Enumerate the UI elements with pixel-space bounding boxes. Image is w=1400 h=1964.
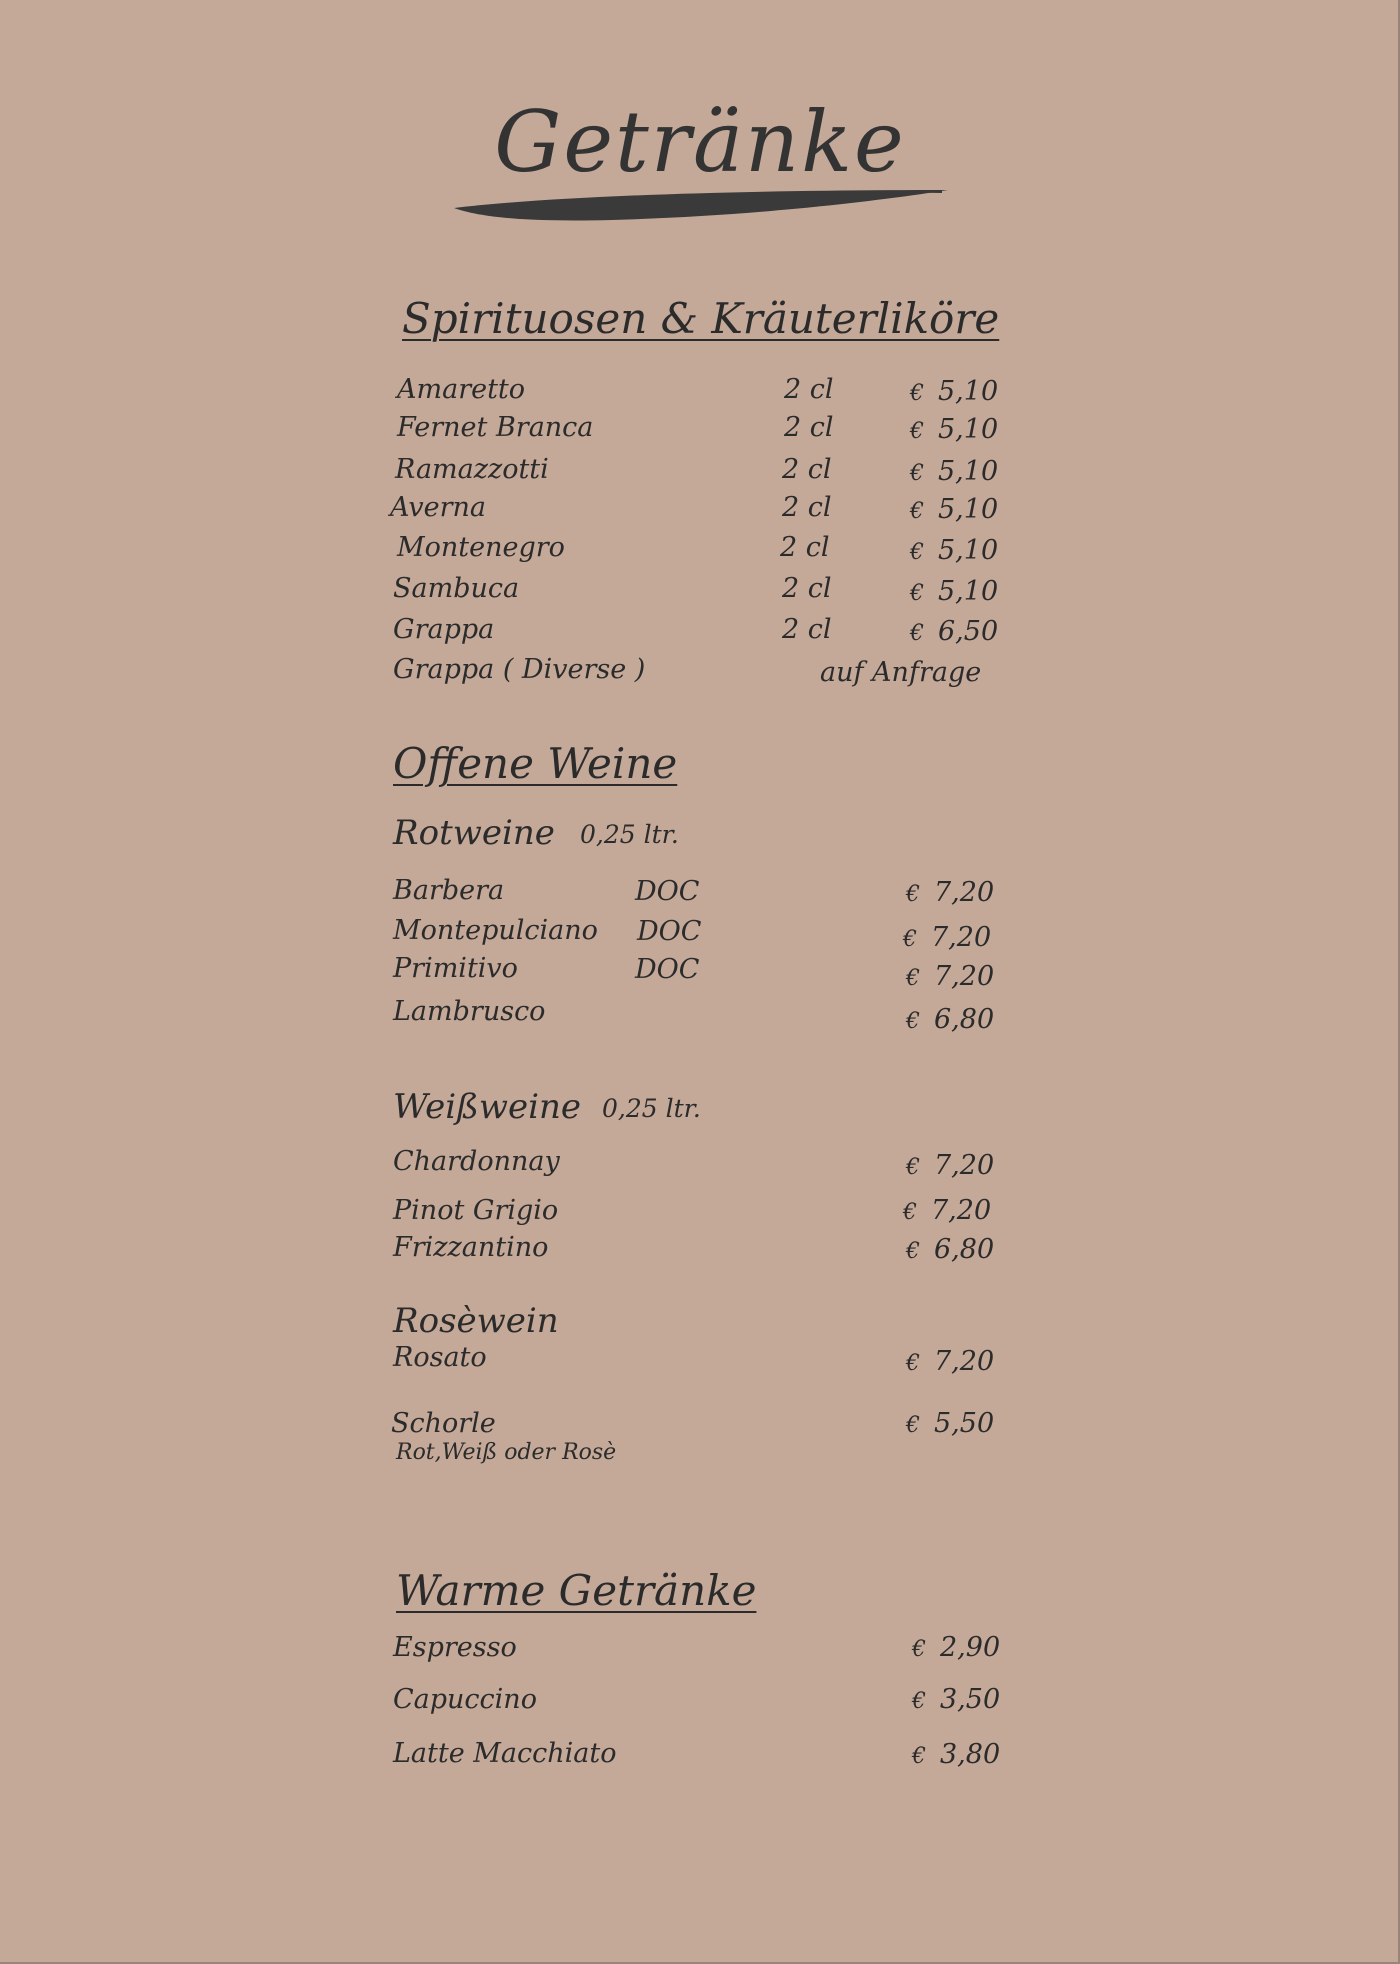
item-price [906,963,994,990]
item-price [903,1197,991,1224]
price-value: 7,20 [934,877,995,908]
price-value: 7,20 [934,1346,995,1377]
price-value: 3,50 [940,1684,1001,1715]
item-name: Primitivo [393,953,518,984]
item-price [910,496,998,523]
item-price [910,537,998,564]
item-name: Capuccino [393,1684,537,1715]
euro-sign: € [910,581,924,606]
euro-sign: € [906,1351,920,1376]
euro-sign: € [910,621,924,646]
item-price [910,618,998,645]
item-tag: DOC [635,876,700,907]
price-value: 5,10 [938,376,999,407]
item-size: 2 cl [782,614,832,645]
euro-sign: € [910,419,924,444]
section-heading-open-wines: Offene Weine [393,739,678,788]
item-price [912,1686,1000,1713]
euro-sign: € [910,499,924,524]
price-value: 2,90 [940,1632,1001,1663]
item-price [906,879,994,906]
euro-sign: € [912,1744,926,1769]
item-name: Fernet Branca [397,412,594,443]
item-price [906,1152,994,1179]
euro-sign: € [906,966,920,991]
euro-sign: € [910,540,924,565]
item-name: Amaretto [397,374,526,405]
item-price [912,1634,1000,1661]
item-name: Espresso [393,1632,517,1663]
euro-sign: € [906,1155,920,1180]
euro-sign: € [906,1239,920,1264]
item-price [906,1006,994,1033]
item-name: Chardonnay [393,1146,560,1177]
item-price [910,458,998,485]
euro-sign: € [906,882,920,907]
item-note: auf Anfrage [820,657,982,688]
item-size: 2 cl [782,492,832,523]
price-value: 6,50 [938,616,999,647]
item-name: Averna [390,492,487,523]
volume-label: 0,25 ltr. [580,820,679,849]
price-value: 5,10 [938,456,999,487]
price-value: 6,80 [934,1004,995,1035]
subsection-heading-red: Rotweine [393,813,555,853]
subsection-heading-white: Weißweine [393,1087,581,1127]
item-name: Barbera [393,875,505,906]
item-price [906,1236,994,1263]
euro-sign: € [903,1200,917,1225]
price-value: 5,10 [938,535,999,566]
volume-label: 0,25 ltr. [602,1094,701,1123]
subsection-heading-rose: Rosèwein [393,1301,559,1341]
item-name: Frizzantino [393,1232,549,1263]
item-name: Montepulciano [393,915,598,946]
euro-sign: € [912,1637,926,1662]
item-tag: DOC [635,954,700,985]
item-size: 2 cl [784,412,834,443]
item-name: Montenegro [397,532,565,563]
price-value: 7,20 [931,1195,992,1226]
price-value: 7,20 [931,922,992,953]
price-value: 7,20 [934,961,995,992]
section-heading-hot-drinks: Warme Getränke [396,1566,757,1615]
euro-sign: € [903,927,917,952]
item-tag: DOC [637,916,702,947]
item-name: Ramazzotti [395,454,549,485]
euro-sign: € [910,381,924,406]
euro-sign: € [906,1413,920,1438]
euro-sign: € [906,1009,920,1034]
item-description: Rot,Weiß oder Rosè [396,1440,617,1465]
item-size: 2 cl [782,573,832,604]
item-price [910,378,998,405]
price-value: 5,10 [938,494,999,525]
euro-sign: € [912,1689,926,1714]
item-name: Lambrusco [393,996,546,1027]
price-value: 6,80 [934,1234,995,1265]
price-value: 5,10 [938,576,999,607]
section-heading-spirits: Spirituosen & Kräuterliköre [402,294,1000,343]
item-name: Grappa [393,614,495,645]
item-name: Pinot Grigio [393,1195,559,1226]
item-size: 2 cl [780,532,830,563]
item-price [912,1741,1000,1768]
price-value: 5,10 [938,414,999,445]
item-name: Latte Macchiato [393,1738,617,1769]
price-value: 5,50 [934,1408,995,1439]
item-name: Sambuca [393,573,520,604]
item-size: 2 cl [784,374,834,405]
price-value: 3,80 [940,1739,1001,1770]
brush-stroke-divider [452,186,952,226]
item-name: Schorle [391,1408,496,1439]
item-size: 2 cl [782,454,832,485]
euro-sign: € [910,461,924,486]
item-name: Rosato [393,1342,487,1373]
item-price [906,1348,994,1375]
item-price [910,578,998,605]
item-name: Grappa ( Diverse ) [393,654,646,685]
item-price [910,416,998,443]
item-price [903,924,991,951]
price-value: 7,20 [934,1150,995,1181]
item-price [906,1410,994,1437]
page-title: Getränke [494,93,906,191]
